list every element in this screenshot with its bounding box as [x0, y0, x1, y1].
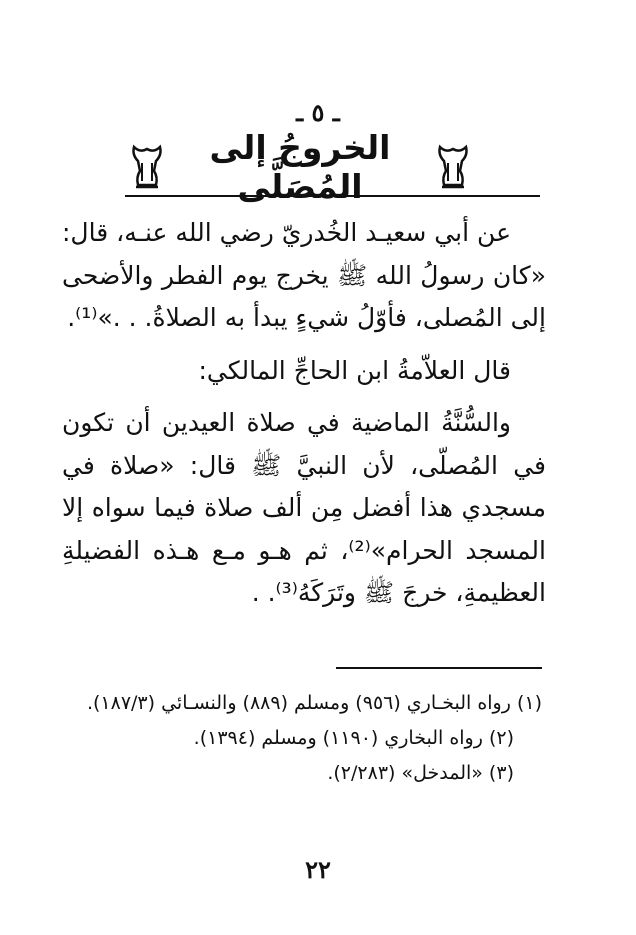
footnotes [62, 686, 542, 791]
chapter-title: الخروجُ إلى المُصَلَّى [209, 128, 391, 206]
paragraph-quote-intro: قال العلاّمةُ ابن الحاجِّ المالكي: [198, 355, 511, 385]
footnote-divider [336, 667, 542, 669]
tulip-ornament-icon [436, 143, 470, 191]
footnote-1: (١) رواه البخـاري (٩٥٦) ومسلم (٨٨٩) والنسـائي (١٨٧/٣). [86, 692, 542, 714]
tulip-ornament-icon [130, 143, 164, 191]
footnote-3: (٣) «المدخل» (٢/٢٨٣). [327, 762, 514, 784]
footnote-2: (٢) رواه البخاري (١١٩٠) ومسلم (١٣٩٤). [193, 727, 514, 749]
title-underline [125, 195, 540, 197]
paragraph-hadith: عن أبي سعيـد الخُدريّ رضي الله عنـه، قال: «كان رسولُ الله ﷺ يخرج يوم الفطر والأضحى إلى المُصلى، فأوّلُ شيءٍ يبدأ به الصلاةُ. . .»⁽¹⁾. [62, 218, 546, 332]
paragraph-sunnah: والسُّنَّةُ الماضية في صلاة العيدين أن تكون في المُصلّى، لأن النبيَّ ﷺ قال: «صلاة في مسجدي هذا أفضل مِن ألف صلاة فيما سواه إلا المسجد الحرام»⁽²⁾، ثم هـو مـع هـذه الفضيلةِ العظيمةِ، خرجَ ﷺ وتَرَكَهُ⁽³⁾. . [62, 408, 546, 607]
chapter-number: ـ ٥ ـ [296, 98, 340, 127]
chapter-title-row [130, 128, 470, 206]
page-number: ٢٢ [305, 855, 331, 884]
body-text [62, 212, 546, 615]
